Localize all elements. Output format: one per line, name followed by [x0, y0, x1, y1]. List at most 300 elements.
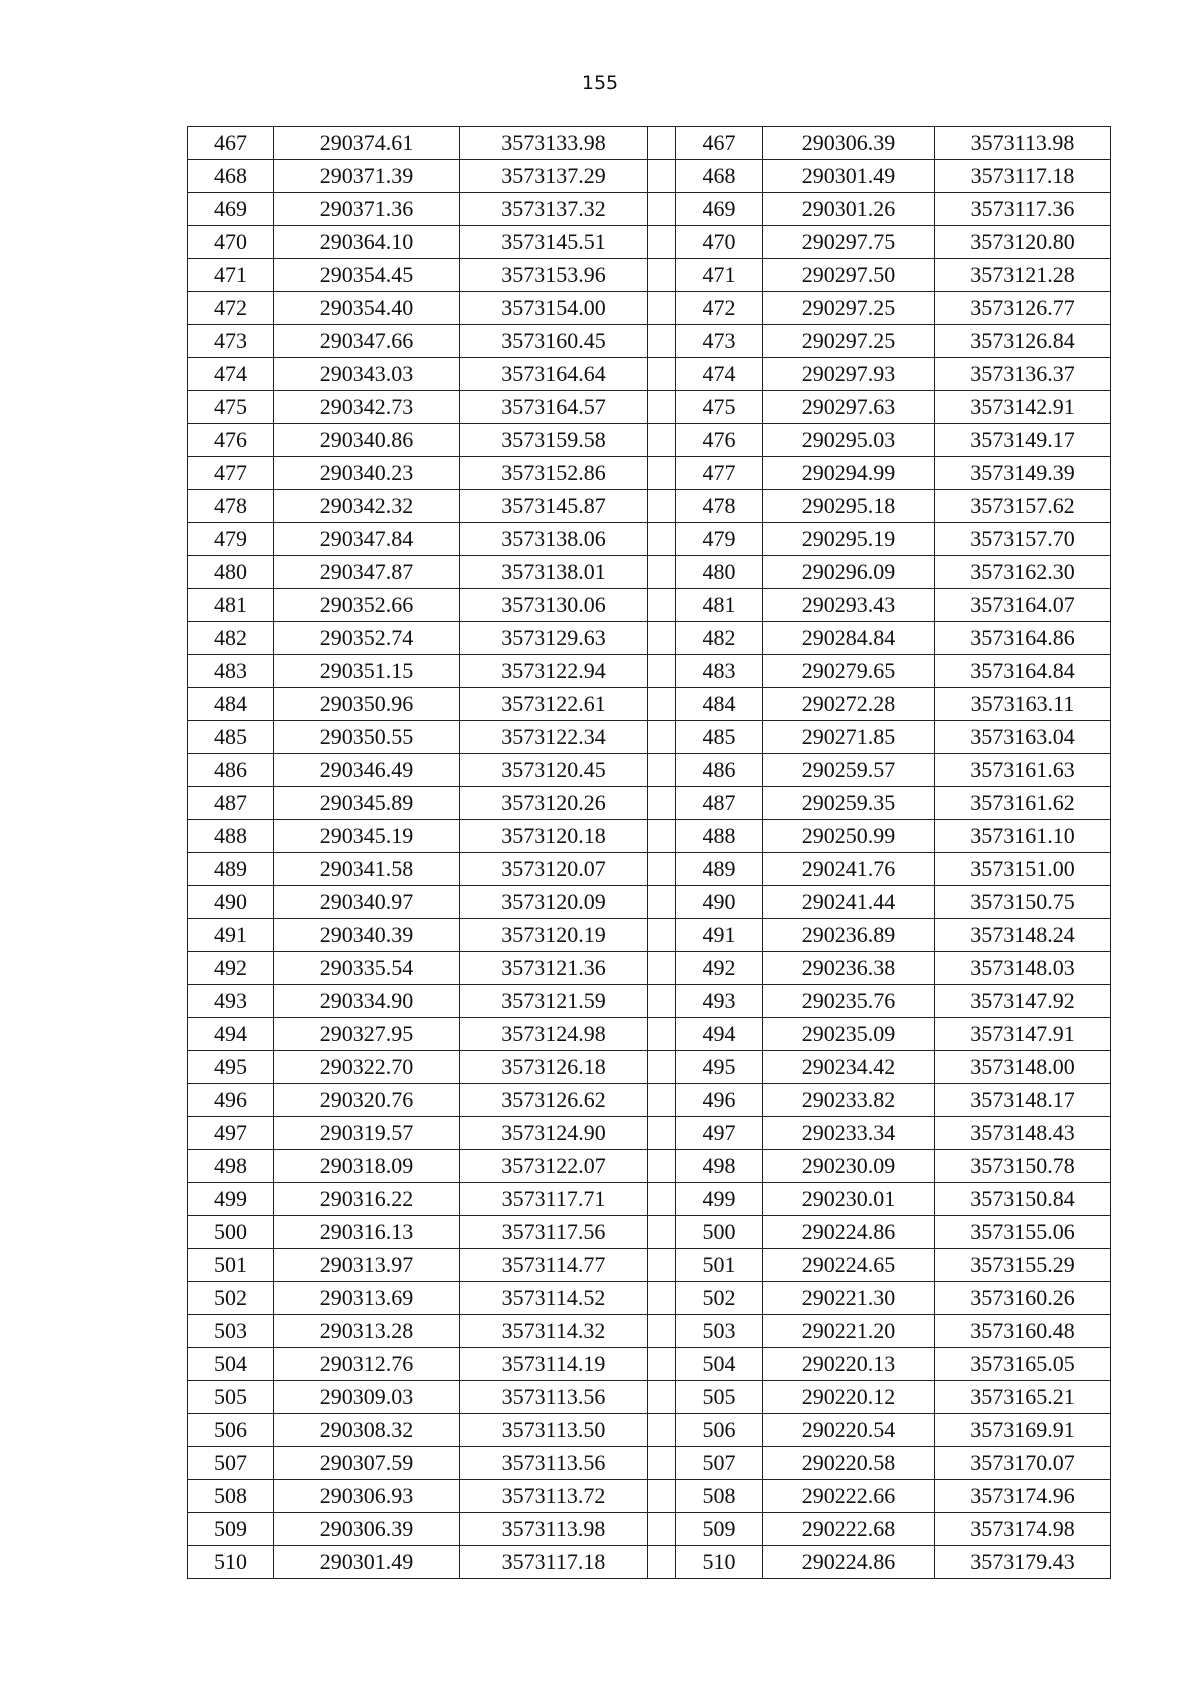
left-y-coordinate-cell: 3573117.71 — [460, 1183, 648, 1216]
left-y-coordinate-cell: 3573160.45 — [460, 325, 648, 358]
left-y-coordinate-cell: 3573133.98 — [460, 127, 648, 160]
right-point-number-cell: 488 — [676, 820, 763, 853]
table-row — [188, 1315, 1111, 1348]
right-x-coordinate-cell: 290297.25 — [763, 292, 935, 325]
left-point-number-cell: 468 — [188, 160, 274, 193]
right-x-coordinate-cell: 290259.57 — [763, 754, 935, 787]
left-point-number-cell: 491 — [188, 919, 274, 952]
left-x-coordinate-cell: 290345.19 — [274, 820, 460, 853]
right-x-coordinate-cell: 290297.75 — [763, 226, 935, 259]
right-point-number-cell: 493 — [676, 985, 763, 1018]
table-row — [188, 160, 1111, 193]
table-row — [188, 1117, 1111, 1150]
right-y-coordinate-cell: 3573117.18 — [935, 160, 1111, 193]
table-row — [188, 259, 1111, 292]
left-point-number-cell: 483 — [188, 655, 274, 688]
right-point-number-cell: 487 — [676, 787, 763, 820]
right-x-coordinate-cell: 290279.65 — [763, 655, 935, 688]
left-x-coordinate-cell: 290354.45 — [274, 259, 460, 292]
table-row — [188, 655, 1111, 688]
table-row — [188, 787, 1111, 820]
spacer-cell — [648, 853, 676, 886]
right-point-number-cell: 472 — [676, 292, 763, 325]
spacer-cell — [648, 127, 676, 160]
left-x-coordinate-cell: 290320.76 — [274, 1084, 460, 1117]
table-row — [188, 1084, 1111, 1117]
table-row — [188, 127, 1111, 160]
table-row — [188, 721, 1111, 754]
left-y-coordinate-cell: 3573138.01 — [460, 556, 648, 589]
left-y-coordinate-cell: 3573122.34 — [460, 721, 648, 754]
spacer-cell — [648, 160, 676, 193]
right-y-coordinate-cell: 3573150.84 — [935, 1183, 1111, 1216]
spacer-cell — [648, 952, 676, 985]
left-x-coordinate-cell: 290354.40 — [274, 292, 460, 325]
right-y-coordinate-cell: 3573160.26 — [935, 1282, 1111, 1315]
table-row — [188, 853, 1111, 886]
left-y-coordinate-cell: 3573126.62 — [460, 1084, 648, 1117]
right-point-number-cell: 468 — [676, 160, 763, 193]
left-point-number-cell: 507 — [188, 1447, 274, 1480]
left-y-coordinate-cell: 3573154.00 — [460, 292, 648, 325]
right-x-coordinate-cell: 290235.76 — [763, 985, 935, 1018]
right-point-number-cell: 476 — [676, 424, 763, 457]
left-x-coordinate-cell: 290313.28 — [274, 1315, 460, 1348]
table-row — [188, 886, 1111, 919]
right-x-coordinate-cell: 290250.99 — [763, 820, 935, 853]
right-y-coordinate-cell: 3573120.80 — [935, 226, 1111, 259]
right-x-coordinate-cell: 290233.34 — [763, 1117, 935, 1150]
right-point-number-cell: 504 — [676, 1348, 763, 1381]
left-x-coordinate-cell: 290340.39 — [274, 919, 460, 952]
spacer-cell — [648, 655, 676, 688]
table-row — [188, 226, 1111, 259]
right-point-number-cell: 467 — [676, 127, 763, 160]
left-x-coordinate-cell: 290371.36 — [274, 193, 460, 226]
right-x-coordinate-cell: 290301.26 — [763, 193, 935, 226]
page-number: 155 — [581, 72, 619, 94]
right-point-number-cell: 481 — [676, 589, 763, 622]
left-y-coordinate-cell: 3573124.90 — [460, 1117, 648, 1150]
right-x-coordinate-cell: 290297.63 — [763, 391, 935, 424]
left-x-coordinate-cell: 290313.69 — [274, 1282, 460, 1315]
left-x-coordinate-cell: 290313.97 — [274, 1249, 460, 1282]
left-x-coordinate-cell: 290352.74 — [274, 622, 460, 655]
left-x-coordinate-cell: 290364.10 — [274, 226, 460, 259]
spacer-cell — [648, 1084, 676, 1117]
right-y-coordinate-cell: 3573147.91 — [935, 1018, 1111, 1051]
left-y-coordinate-cell: 3573129.63 — [460, 622, 648, 655]
right-y-coordinate-cell: 3573179.43 — [935, 1546, 1111, 1579]
table-row — [188, 1381, 1111, 1414]
left-point-number-cell: 496 — [188, 1084, 274, 1117]
left-y-coordinate-cell: 3573114.52 — [460, 1282, 648, 1315]
right-point-number-cell: 497 — [676, 1117, 763, 1150]
spacer-cell — [648, 1546, 676, 1579]
right-y-coordinate-cell: 3573150.75 — [935, 886, 1111, 919]
left-x-coordinate-cell: 290352.66 — [274, 589, 460, 622]
left-point-number-cell: 501 — [188, 1249, 274, 1282]
left-x-coordinate-cell: 290340.97 — [274, 886, 460, 919]
right-point-number-cell: 475 — [676, 391, 763, 424]
right-x-coordinate-cell: 290295.03 — [763, 424, 935, 457]
left-x-coordinate-cell: 290374.61 — [274, 127, 460, 160]
right-y-coordinate-cell: 3573155.29 — [935, 1249, 1111, 1282]
left-point-number-cell: 471 — [188, 259, 274, 292]
left-x-coordinate-cell: 290343.03 — [274, 358, 460, 391]
right-y-coordinate-cell: 3573148.17 — [935, 1084, 1111, 1117]
left-point-number-cell: 467 — [188, 127, 274, 160]
right-y-coordinate-cell: 3573148.03 — [935, 952, 1111, 985]
right-point-number-cell: 474 — [676, 358, 763, 391]
right-y-coordinate-cell: 3573136.37 — [935, 358, 1111, 391]
right-y-coordinate-cell: 3573113.98 — [935, 127, 1111, 160]
left-y-coordinate-cell: 3573113.50 — [460, 1414, 648, 1447]
right-x-coordinate-cell: 290297.50 — [763, 259, 935, 292]
right-y-coordinate-cell: 3573164.84 — [935, 655, 1111, 688]
right-point-number-cell: 489 — [676, 853, 763, 886]
right-x-coordinate-cell: 290259.35 — [763, 787, 935, 820]
left-y-coordinate-cell: 3573137.32 — [460, 193, 648, 226]
left-x-coordinate-cell: 290341.58 — [274, 853, 460, 886]
left-x-coordinate-cell: 290301.49 — [274, 1546, 460, 1579]
spacer-cell — [648, 490, 676, 523]
left-x-coordinate-cell: 290318.09 — [274, 1150, 460, 1183]
spacer-cell — [648, 1183, 676, 1216]
left-x-coordinate-cell: 290316.13 — [274, 1216, 460, 1249]
right-point-number-cell: 484 — [676, 688, 763, 721]
right-y-coordinate-cell: 3573148.24 — [935, 919, 1111, 952]
right-point-number-cell: 498 — [676, 1150, 763, 1183]
left-y-coordinate-cell: 3573124.98 — [460, 1018, 648, 1051]
right-x-coordinate-cell: 290220.13 — [763, 1348, 935, 1381]
right-y-coordinate-cell: 3573161.10 — [935, 820, 1111, 853]
table-row — [188, 1348, 1111, 1381]
spacer-cell — [648, 1018, 676, 1051]
left-x-coordinate-cell: 290312.76 — [274, 1348, 460, 1381]
left-point-number-cell: 476 — [188, 424, 274, 457]
spacer-cell — [648, 424, 676, 457]
table-row — [188, 820, 1111, 853]
right-point-number-cell: 473 — [676, 325, 763, 358]
spacer-cell — [648, 886, 676, 919]
left-y-coordinate-cell: 3573113.98 — [460, 1513, 648, 1546]
right-x-coordinate-cell: 290297.25 — [763, 325, 935, 358]
right-point-number-cell: 477 — [676, 457, 763, 490]
right-y-coordinate-cell: 3573165.05 — [935, 1348, 1111, 1381]
right-point-number-cell: 501 — [676, 1249, 763, 1282]
spacer-cell — [648, 292, 676, 325]
left-point-number-cell: 482 — [188, 622, 274, 655]
right-x-coordinate-cell: 290297.93 — [763, 358, 935, 391]
right-x-coordinate-cell: 290294.99 — [763, 457, 935, 490]
right-y-coordinate-cell: 3573169.91 — [935, 1414, 1111, 1447]
left-y-coordinate-cell: 3573152.86 — [460, 457, 648, 490]
left-x-coordinate-cell: 290345.89 — [274, 787, 460, 820]
left-point-number-cell: 484 — [188, 688, 274, 721]
spacer-cell — [648, 1051, 676, 1084]
left-y-coordinate-cell: 3573159.58 — [460, 424, 648, 457]
right-point-number-cell: 491 — [676, 919, 763, 952]
table-row — [188, 556, 1111, 589]
right-x-coordinate-cell: 290220.54 — [763, 1414, 935, 1447]
table-row — [188, 457, 1111, 490]
spacer-cell — [648, 1381, 676, 1414]
right-x-coordinate-cell: 290293.43 — [763, 589, 935, 622]
left-point-number-cell: 475 — [188, 391, 274, 424]
left-y-coordinate-cell: 3573120.26 — [460, 787, 648, 820]
right-point-number-cell: 510 — [676, 1546, 763, 1579]
left-y-coordinate-cell: 3573120.09 — [460, 886, 648, 919]
right-x-coordinate-cell: 290296.09 — [763, 556, 935, 589]
left-point-number-cell: 481 — [188, 589, 274, 622]
spacer-cell — [648, 1480, 676, 1513]
right-y-coordinate-cell: 3573165.21 — [935, 1381, 1111, 1414]
table-row — [188, 325, 1111, 358]
table-row — [188, 919, 1111, 952]
right-point-number-cell: 483 — [676, 655, 763, 688]
spacer-cell — [648, 820, 676, 853]
left-point-number-cell: 473 — [188, 325, 274, 358]
spacer-cell — [648, 1282, 676, 1315]
spacer-cell — [648, 721, 676, 754]
left-y-coordinate-cell: 3573145.51 — [460, 226, 648, 259]
left-y-coordinate-cell: 3573120.45 — [460, 754, 648, 787]
right-point-number-cell: 485 — [676, 721, 763, 754]
spacer-cell — [648, 1513, 676, 1546]
spacer-cell — [648, 1348, 676, 1381]
left-point-number-cell: 495 — [188, 1051, 274, 1084]
left-point-number-cell: 494 — [188, 1018, 274, 1051]
right-x-coordinate-cell: 290224.86 — [763, 1546, 935, 1579]
right-y-coordinate-cell: 3573174.96 — [935, 1480, 1111, 1513]
left-y-coordinate-cell: 3573113.56 — [460, 1381, 648, 1414]
right-y-coordinate-cell: 3573157.70 — [935, 523, 1111, 556]
left-point-number-cell: 505 — [188, 1381, 274, 1414]
left-x-coordinate-cell: 290371.39 — [274, 160, 460, 193]
left-point-number-cell: 498 — [188, 1150, 274, 1183]
left-y-coordinate-cell: 3573120.18 — [460, 820, 648, 853]
table-row — [188, 1447, 1111, 1480]
left-x-coordinate-cell: 290322.70 — [274, 1051, 460, 1084]
left-point-number-cell: 479 — [188, 523, 274, 556]
right-point-number-cell: 499 — [676, 1183, 763, 1216]
table-row — [188, 292, 1111, 325]
right-point-number-cell: 496 — [676, 1084, 763, 1117]
spacer-cell — [648, 754, 676, 787]
table-row — [188, 688, 1111, 721]
left-point-number-cell: 485 — [188, 721, 274, 754]
left-x-coordinate-cell: 290340.23 — [274, 457, 460, 490]
table-row — [188, 1546, 1111, 1579]
spacer-cell — [648, 622, 676, 655]
right-y-coordinate-cell: 3573147.92 — [935, 985, 1111, 1018]
left-x-coordinate-cell: 290347.84 — [274, 523, 460, 556]
spacer-cell — [648, 226, 676, 259]
right-x-coordinate-cell: 290236.38 — [763, 952, 935, 985]
table-row — [188, 490, 1111, 523]
left-x-coordinate-cell: 290347.66 — [274, 325, 460, 358]
right-x-coordinate-cell: 290220.58 — [763, 1447, 935, 1480]
left-x-coordinate-cell: 290306.93 — [274, 1480, 460, 1513]
left-point-number-cell: 469 — [188, 193, 274, 226]
right-x-coordinate-cell: 290222.68 — [763, 1513, 935, 1546]
table-row — [188, 952, 1111, 985]
spacer-cell — [648, 919, 676, 952]
right-y-coordinate-cell: 3573161.63 — [935, 754, 1111, 787]
left-point-number-cell: 508 — [188, 1480, 274, 1513]
right-point-number-cell: 479 — [676, 523, 763, 556]
right-y-coordinate-cell: 3573163.04 — [935, 721, 1111, 754]
table-row — [188, 985, 1111, 1018]
right-y-coordinate-cell: 3573162.30 — [935, 556, 1111, 589]
left-y-coordinate-cell: 3573138.06 — [460, 523, 648, 556]
right-x-coordinate-cell: 290295.19 — [763, 523, 935, 556]
coordinates-table — [187, 126, 1111, 1579]
right-x-coordinate-cell: 290241.76 — [763, 853, 935, 886]
left-y-coordinate-cell: 3573121.36 — [460, 952, 648, 985]
right-y-coordinate-cell: 3573151.00 — [935, 853, 1111, 886]
left-point-number-cell: 487 — [188, 787, 274, 820]
left-point-number-cell: 470 — [188, 226, 274, 259]
left-x-coordinate-cell: 290342.32 — [274, 490, 460, 523]
left-point-number-cell: 502 — [188, 1282, 274, 1315]
left-y-coordinate-cell: 3573164.64 — [460, 358, 648, 391]
left-x-coordinate-cell: 290350.55 — [274, 721, 460, 754]
spacer-cell — [648, 556, 676, 589]
left-point-number-cell: 477 — [188, 457, 274, 490]
right-x-coordinate-cell: 290221.20 — [763, 1315, 935, 1348]
right-x-coordinate-cell: 290233.82 — [763, 1084, 935, 1117]
table-row — [188, 1051, 1111, 1084]
right-x-coordinate-cell: 290230.01 — [763, 1183, 935, 1216]
table-row — [188, 1216, 1111, 1249]
left-point-number-cell: 474 — [188, 358, 274, 391]
right-point-number-cell: 482 — [676, 622, 763, 655]
right-point-number-cell: 486 — [676, 754, 763, 787]
left-x-coordinate-cell: 290347.87 — [274, 556, 460, 589]
table-row — [188, 1150, 1111, 1183]
right-x-coordinate-cell: 290271.85 — [763, 721, 935, 754]
left-x-coordinate-cell: 290319.57 — [274, 1117, 460, 1150]
right-x-coordinate-cell: 290224.65 — [763, 1249, 935, 1282]
left-x-coordinate-cell: 290334.90 — [274, 985, 460, 1018]
spacer-cell — [648, 259, 676, 292]
left-point-number-cell: 486 — [188, 754, 274, 787]
left-x-coordinate-cell: 290350.96 — [274, 688, 460, 721]
left-x-coordinate-cell: 290308.32 — [274, 1414, 460, 1447]
right-y-coordinate-cell: 3573164.86 — [935, 622, 1111, 655]
spacer-cell — [648, 457, 676, 490]
left-point-number-cell: 488 — [188, 820, 274, 853]
right-y-coordinate-cell: 3573149.17 — [935, 424, 1111, 457]
right-y-coordinate-cell: 3573155.06 — [935, 1216, 1111, 1249]
right-point-number-cell: 500 — [676, 1216, 763, 1249]
left-point-number-cell: 509 — [188, 1513, 274, 1546]
right-point-number-cell: 502 — [676, 1282, 763, 1315]
spacer-cell — [648, 688, 676, 721]
right-x-coordinate-cell: 290236.89 — [763, 919, 935, 952]
right-point-number-cell: 494 — [676, 1018, 763, 1051]
spacer-cell — [648, 1414, 676, 1447]
left-point-number-cell: 478 — [188, 490, 274, 523]
left-point-number-cell: 506 — [188, 1414, 274, 1447]
left-y-coordinate-cell: 3573164.57 — [460, 391, 648, 424]
left-point-number-cell: 492 — [188, 952, 274, 985]
right-y-coordinate-cell: 3573121.28 — [935, 259, 1111, 292]
left-point-number-cell: 472 — [188, 292, 274, 325]
table-row — [188, 391, 1111, 424]
table-row — [188, 1018, 1111, 1051]
spacer-cell — [648, 1216, 676, 1249]
left-y-coordinate-cell: 3573130.06 — [460, 589, 648, 622]
right-x-coordinate-cell: 290306.39 — [763, 127, 935, 160]
right-point-number-cell: 509 — [676, 1513, 763, 1546]
left-y-coordinate-cell: 3573114.77 — [460, 1249, 648, 1282]
left-point-number-cell: 510 — [188, 1546, 274, 1579]
table-row — [188, 1282, 1111, 1315]
table-row — [188, 1183, 1111, 1216]
right-point-number-cell: 505 — [676, 1381, 763, 1414]
left-point-number-cell: 497 — [188, 1117, 274, 1150]
left-point-number-cell: 493 — [188, 985, 274, 1018]
right-y-coordinate-cell: 3573170.07 — [935, 1447, 1111, 1480]
left-y-coordinate-cell: 3573114.19 — [460, 1348, 648, 1381]
table-row — [188, 589, 1111, 622]
left-point-number-cell: 480 — [188, 556, 274, 589]
right-x-coordinate-cell: 290301.49 — [763, 160, 935, 193]
right-y-coordinate-cell: 3573148.00 — [935, 1051, 1111, 1084]
spacer-cell — [648, 1249, 676, 1282]
right-point-number-cell: 490 — [676, 886, 763, 919]
left-y-coordinate-cell: 3573117.18 — [460, 1546, 648, 1579]
right-x-coordinate-cell: 290224.86 — [763, 1216, 935, 1249]
right-point-number-cell: 471 — [676, 259, 763, 292]
right-y-coordinate-cell: 3573126.77 — [935, 292, 1111, 325]
left-y-coordinate-cell: 3573121.59 — [460, 985, 648, 1018]
right-y-coordinate-cell: 3573117.36 — [935, 193, 1111, 226]
left-point-number-cell: 499 — [188, 1183, 274, 1216]
left-x-coordinate-cell: 290306.39 — [274, 1513, 460, 1546]
right-x-coordinate-cell: 290220.12 — [763, 1381, 935, 1414]
right-y-coordinate-cell: 3573163.11 — [935, 688, 1111, 721]
left-y-coordinate-cell: 3573137.29 — [460, 160, 648, 193]
left-point-number-cell: 500 — [188, 1216, 274, 1249]
spacer-cell — [648, 1447, 676, 1480]
spacer-cell — [648, 193, 676, 226]
right-point-number-cell: 469 — [676, 193, 763, 226]
table-row — [188, 1480, 1111, 1513]
left-point-number-cell: 504 — [188, 1348, 274, 1381]
table-row — [188, 1249, 1111, 1282]
right-y-coordinate-cell: 3573150.78 — [935, 1150, 1111, 1183]
spacer-cell — [648, 1315, 676, 1348]
right-x-coordinate-cell: 290221.30 — [763, 1282, 935, 1315]
right-x-coordinate-cell: 290284.84 — [763, 622, 935, 655]
right-x-coordinate-cell: 290235.09 — [763, 1018, 935, 1051]
right-x-coordinate-cell: 290230.09 — [763, 1150, 935, 1183]
table-row — [188, 1414, 1111, 1447]
right-x-coordinate-cell: 290241.44 — [763, 886, 935, 919]
right-x-coordinate-cell: 290272.28 — [763, 688, 935, 721]
right-point-number-cell: 503 — [676, 1315, 763, 1348]
left-x-coordinate-cell: 290316.22 — [274, 1183, 460, 1216]
left-y-coordinate-cell: 3573113.72 — [460, 1480, 648, 1513]
right-point-number-cell: 478 — [676, 490, 763, 523]
left-x-coordinate-cell: 290346.49 — [274, 754, 460, 787]
left-y-coordinate-cell: 3573120.19 — [460, 919, 648, 952]
left-x-coordinate-cell: 290309.03 — [274, 1381, 460, 1414]
